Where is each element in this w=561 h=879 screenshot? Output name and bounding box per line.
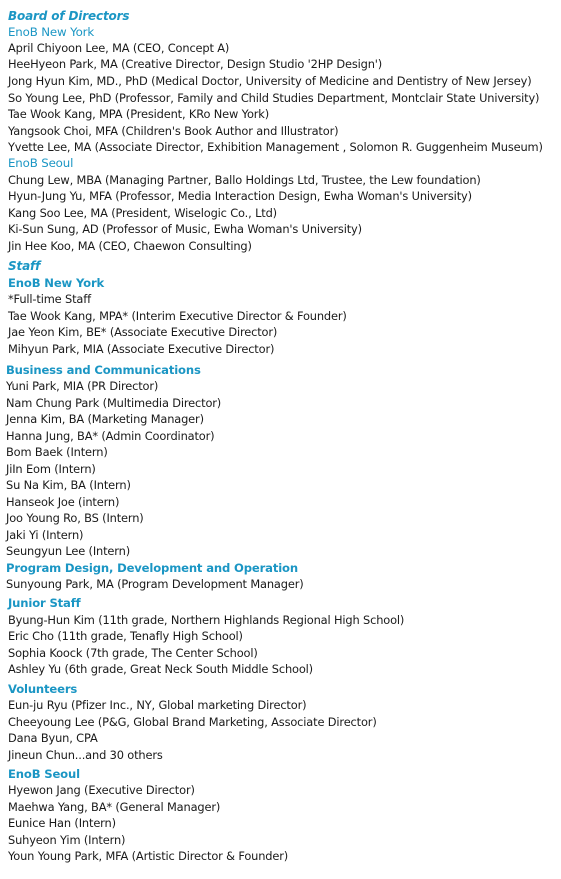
- junior-label: Junior Staff: [8, 596, 81, 610]
- board-seoul-label: EnoB Seoul: [8, 156, 74, 170]
- staff-member: *Full-time Staff: [8, 292, 91, 306]
- staff-member: Eric Cho (11th grade, Tenafly High School): [8, 629, 243, 643]
- staff-member: Mihyun Park, MIA (Associate Executive Director): [8, 342, 275, 356]
- staff-member: Suhyeon Yim (Intern): [8, 833, 126, 847]
- staff-member: Ashley Yu (6th grade, Great Neck South Middle School): [8, 662, 313, 676]
- staff-member: Eun-ju Ryu (Pfizer Inc., NY, Global marketing Director): [8, 698, 307, 712]
- board-member: Chung Lew, MBA (Managing Partner, Ballo Holdings Ltd, Trustee, the Lew foundation): [8, 173, 481, 187]
- board-member: HeeHyeon Park, MA (Creative Director, Design Studio '2HP Design'): [8, 57, 383, 71]
- board-member: Jin Hee Koo, MA (CEO, Chaewon Consulting): [8, 239, 252, 253]
- board-member: Yvette Lee, MA (Associate Director, Exhibition Management , Solomon R. Guggenheim Museum): [8, 140, 543, 154]
- board-member: Jong Hyun Kim, MD., PhD (Medical Doctor, University of Medicine and Dentistry of New Jersey): [8, 74, 532, 88]
- board-member: Kang Soo Lee, MA (President, Wiselogic Co., Ltd): [8, 206, 277, 220]
- staff-member: Jineun Chun...and 30 others: [8, 748, 163, 762]
- staff-member: Jaki Yi (Intern): [6, 528, 84, 542]
- staff-member: Hanna Jung, BA* (Admin Coordinator): [6, 429, 215, 443]
- staff-member: Hanseok Joe (intern): [6, 495, 120, 509]
- board-member: April Chiyoon Lee, MA (CEO, Concept A): [8, 41, 230, 55]
- staff-member: Youn Young Park, MFA (Artistic Director & Founder): [8, 849, 289, 863]
- staff-member: Seungyun Lee (Intern): [6, 544, 130, 558]
- program-label: Program Design, Development and Operation: [6, 561, 298, 575]
- volunteers-label: Volunteers: [8, 682, 78, 696]
- staff-member: Yuni Park, MIA (PR Director): [6, 379, 159, 393]
- staff-heading: Staff: [8, 259, 41, 273]
- staff-member: Maehwa Yang, BA* (General Manager): [8, 800, 221, 814]
- staff-newyork-label: EnoB New York: [8, 276, 105, 290]
- staff-member: Nam Chung Park (Multimedia Director): [6, 396, 222, 410]
- staff-member: JiIn Eom (Intern): [6, 462, 96, 476]
- board-heading: Board of Directors: [8, 9, 130, 23]
- staff-member: Eunice Han (Intern): [8, 816, 116, 830]
- board-member: Hyun-Jung Yu, MFA (Professor, Media Interaction Design, Ewha Woman's University): [8, 189, 472, 203]
- staff-member: Tae Wook Kang, MPA* (Interim Executive Director & Founder): [8, 309, 347, 323]
- staff-member: Su Na Kim, BA (Intern): [6, 478, 131, 492]
- staff-member: Bom Baek (Intern): [6, 445, 108, 459]
- staff-seoul-label: EnoB Seoul: [8, 767, 80, 781]
- board-member: Tae Wook Kang, MPA (President, KRo New York): [8, 107, 270, 121]
- staff-member: Jae Yeon Kim, BE* (Associate Executive Director): [8, 325, 278, 339]
- board-newyork-label: EnoB New York: [8, 25, 95, 39]
- board-member: Yangsook Choi, MFA (Children's Book Author and Illustrator): [8, 124, 339, 138]
- staff-member: Dana Byun, CPA: [8, 731, 98, 745]
- board-member: Ki-Sun Sung, AD (Professor of Music, Ewha Woman's University): [8, 222, 362, 236]
- staff-member: Joo Young Ro, BS (Intern): [6, 511, 144, 525]
- board-member: So Young Lee, PhD (Professor, Family and Child Studies Department, Montclair State University): [8, 91, 540, 105]
- staff-member: Byung-Hun Kim (11th grade, Northern Highlands Regional High School): [8, 613, 405, 627]
- staff-member: Cheeyoung Lee (P&G, Global Brand Marketing, Associate Director): [8, 715, 377, 729]
- staff-member: Sophia Koock (7th grade, The Center School): [8, 646, 258, 660]
- business-label: Business and Communications: [6, 363, 201, 377]
- staff-member: Jenna Kim, BA (Marketing Manager): [6, 412, 204, 426]
- staff-member: Sunyoung Park, MA (Program Development Manager): [6, 577, 304, 591]
- staff-member: Hyewon Jang (Executive Director): [8, 783, 195, 797]
